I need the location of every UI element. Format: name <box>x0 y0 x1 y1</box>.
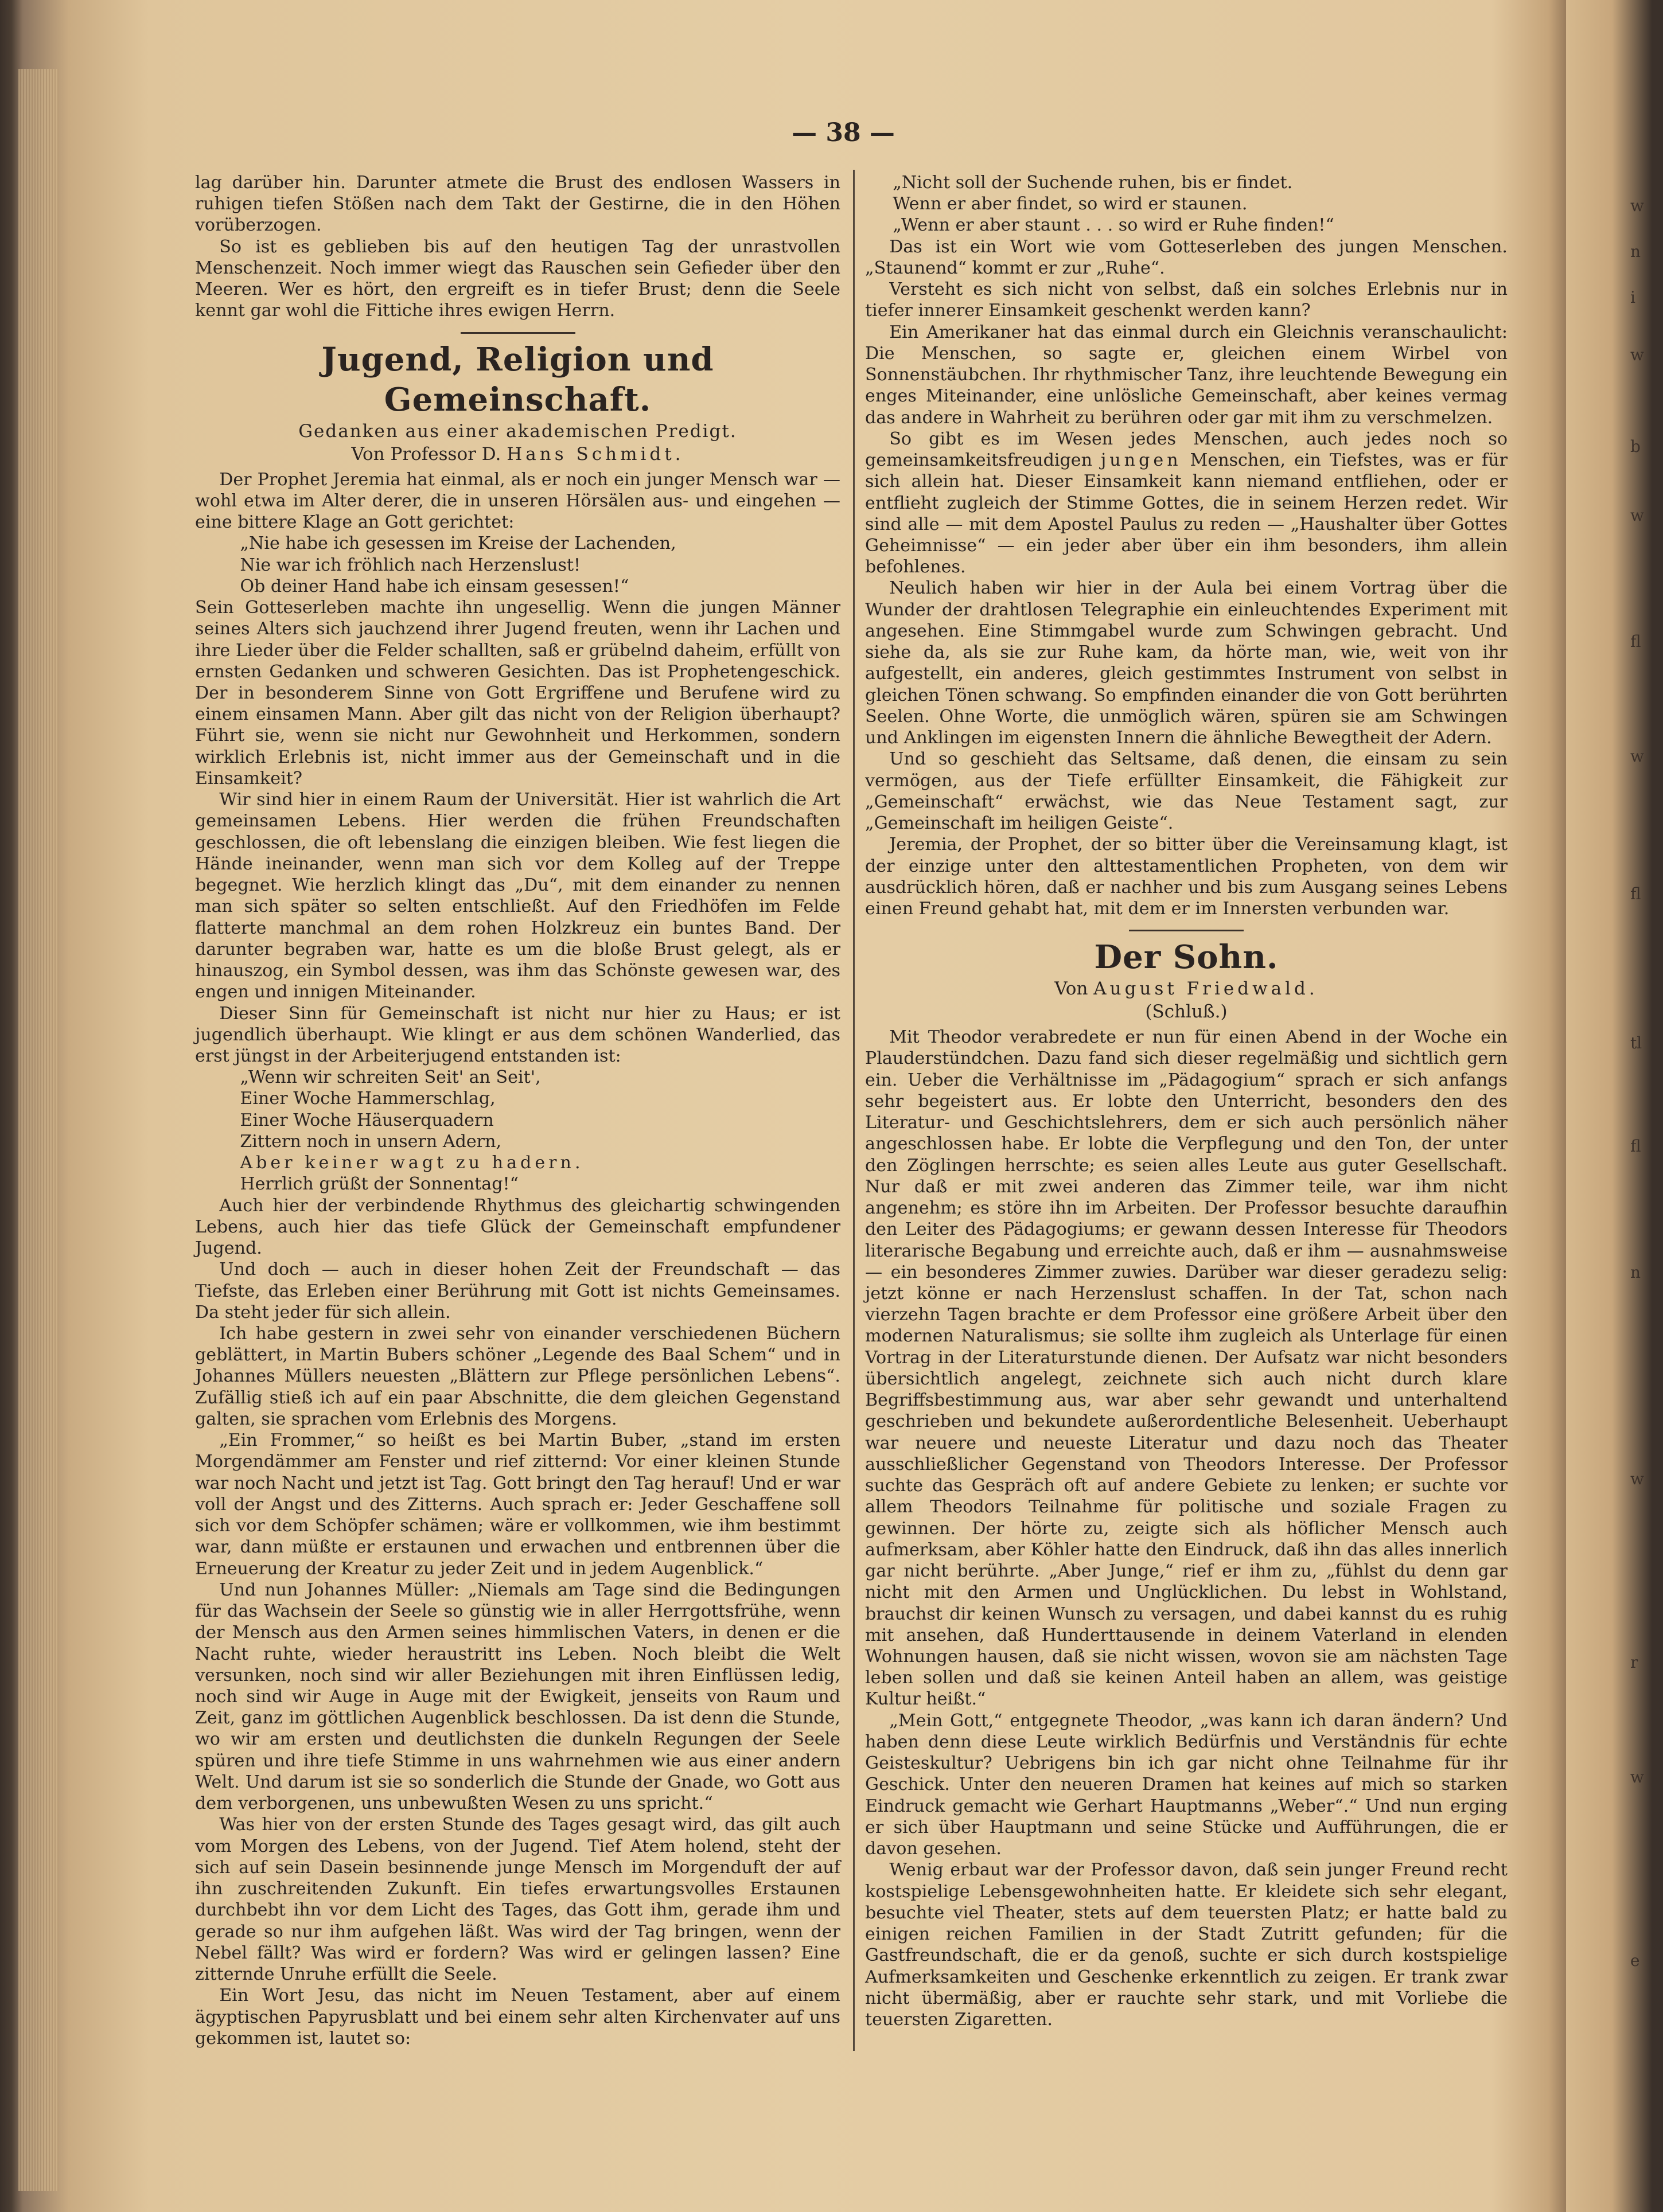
byline-prefix: Von Professor D. <box>351 443 501 465</box>
body-paragraph: Jeremia, der Prophet, der so bitter über die Vereinsamung klagt, ist der einzige unter den alttestamentlichen Propheten, von dem wir ausdrücklich hören, daß er nachher und bis zum Ausgang seines Lebens einen Freund gehabt hat, mit dem er im Innersten verbunden war. <box>865 834 1508 919</box>
book-page-edges <box>18 69 59 2191</box>
body-paragraph: „Mein Gott,“ entgegnete Theodor, „was kann ich daran ändern? Und haben denn diese Leute wirklich Bedürfnis und Verständnis für echte Geisteskultur? Uebrigens bin ich gar nicht ohne Teilnahme für ihr Geschick. Unter den neueren Dramen hat keines auf mich so starken Eindruck gemacht wie Gerhart Hauptmanns „Weber“.“ Und nun erging er sich über Hauptmann und seine Stücke und Aufführungen, die er davon gesehen. <box>865 1710 1508 1859</box>
adjacent-page-fragment <box>1630 1136 1659 1157</box>
fragment: w <box>1630 1768 1644 1786</box>
verse-line: Ob deiner Hand habe ich einsam gesessen!“ <box>240 576 629 596</box>
verse-line: Wenn er aber findet, so wird er staunen. <box>893 194 1248 214</box>
body-paragraph: Sein Gotteserleben machte ihn ungesellig. Wenn die jungen Männer seines Alters sich jauchzend ihrer Jugend freuten, wenn ihr Lachen und ihre Lieder über die Felder schallten, saß er grübelnd daheim, erfüllt von ernsten Gedanken und schweren Gesichten. Das ist Prophetengeschick. Der in besonderem Sinne von Gott Ergriffene und Berufene wird zu einem einsamen Mann. Aber gilt das nicht von der Religion überhaupt? Führt sie, wenn sie nicht nur Gewohnheit und Herkommen, sondern wirklich Erlebnis ist, nicht immer aus der Gemeinschaft und in die Einsamkeit? <box>195 598 840 789</box>
verse-line: „Wenn er aber staunt . . . so wird er Ruhe finden!“ <box>893 215 1334 236</box>
intro-paragraph: lag darüber hin. Darunter atmete die Brust des endlosen Wassers in ruhigen tiefen Stößen nach dem Takt der Gestirne, die in den Höhen vorüberzogen. <box>195 173 840 236</box>
body-paragraph: Mit Theodor verabredete er nun für einen Abend in der Woche ein Plauderstündchen. Dazu fand sich dieser regelmäßig und sichtlich gern ein. Ueber die Verhältnisse im „Pädagogium“ sprach er sich anfangs sehr begeistert aus. Er lobte den Unterricht, besonders den des Literatur- und Geschichtslehrers, dem er sich auch persönlich näher angeschlossen habe. Er lobte die Verpflegung und den Ton, der unter den Zöglingen herrschte; es seien alles Leute aus guter Gesellschaft. Nur daß er mit zwei anderen das Zimmer teile, war ihm nicht angenehm; es störe ihn im Arbeiten. Der Professor besuchte daraufhin den Leiter des Pädagogiums; er gewann dessen Interesse für Theodors literarische Begabung und erreichte auch, daß er ihm — ausnahmsweise — ein besonderes Zimmer zuwies. Darüber war dieser geradezu selig: jetzt könne er nach Herzenslust schaffen. In der Tat, schon nach vierzehn Tagen brachte er dem Professor eine größere Arbeit über den modernen Naturalismus; sie sollte ihm zugleich als Unterlage für einen Vortrag in der Literaturstunde dienen. Der Aufsatz war nicht besonders übersichtlich angelegt, zeichnete sich auch nicht durch klare Begriffsbestimmung aus, war aber sehr gewandt und unterhaltend geschrieben und bekundete außerordentliche Belesenheit. Ueberhaupt war neuere und neueste Literatur und dazu noch das Theater ausschließlicher Gegenstand von Theodors Interesse. Der Professor suchte das Gespräch oft auf andere Gebiete zu lenken; er suchte vor allem Theodors Teilnahme für politische und soziale Fragen zu gewinnen. Der hörte zu, zeigte sich als höflicher Mensch auch aufmerksam, aber Köhler hatte den Eindruck, daß ihn das alles innerlich gar nicht berührte. „Aber Junge,“ rief er ihm zu, „fühlst du denn gar nicht mit den Armen und Unglücklichen. Du lebst in Wohlstand, brauchst dir keinen Wunsch zu versagen, und dabei kannst du es ruhig mit ansehen, daß Hunderttausende in deinem Vaterland in elenden Wohnungen hausen, daß sie nicht wissen, wovon sie am nächsten Tage leben sollen und daß sie keinen Anteil haben an allem, was geistige Kultur heißt.“ <box>865 1027 1508 1710</box>
body-paragraph: Das ist ein Wort wie vom Gotteserleben des jungen Menschen. „Staunend“ kommt er zur „Ruhe“. <box>865 236 1508 278</box>
story-note: (Schluß.) <box>1145 1001 1228 1023</box>
adjacent-page-fragment <box>1630 1262 1659 1283</box>
fragment: n <box>1630 242 1641 261</box>
verse-line: Herrlich grüßt der Sonnentag!“ <box>240 1174 519 1195</box>
body-paragraph: Und nun Johannes Müller: „Niemals am Tage sind die Bedingungen für das Wachsein der Seele so günstig wie in aller Herrgottsfrühe, wenn der Mensch aus den Armen seines himmlischen Vaters, in denen er die Nacht ruhte, wieder heraustritt ins Leben. Noch bleibt die Welt versunken, noch sind wir aller Beziehungen mit ihren Einflüssen ledig, noch sind wir Auge in Auge mit der Ewigkeit, jenseits von Raum und Zeit, ganz im göttlichen Augenblick beschlossen. Da ist denn die Stunde, wo wir am ersten und deutlichsten die dunkeln Regungen der Seele spüren und ihre tiefe Stimme in uns wahrnehmen wie aus einer andern Welt. Und darum ist sie so sonderlich die Stunde der Gnade, wo Gott aus dem verborgenen, uns unbewußten Wesen zu uns spricht.“ <box>195 1579 840 1814</box>
text-run-spaced: jungen <box>1100 450 1182 471</box>
body-paragraph: Wir sind hier in einem Raum der Universität. Hier ist wahrlich die Art gemeinsamen Lebens. Hier werden die frühen Freundschaften geschlossen, die oft lebenslang die einzigen bleiben. Wie fest liegen die Hände ineinander, wenn man sich vor dem Kolleg auf der Treppe begegnet. Wie herzlich klingt das „Du“, mit dem einander zu nennen man sich später so selten entschließt. Auf den Friedhöfen im Felde flatterte manchmal an dem rohen Holzkreuz ein buntes Band. Der darunter begraben war, hatte es um die bloße Brust gelegt, als er hinauszog, ein Symbol dessen, was ihm das Schönste gewesen war, des engen und innigen Miteinander. <box>195 790 840 1002</box>
fragment: e <box>1630 1951 1640 1970</box>
adjacent-page-fragment <box>1630 631 1659 653</box>
body-paragraph: Dieser Sinn für Gemeinschaft ist nicht nur hier zu Haus; er ist jugendlich überhaupt. Wie klingt er aus dem schönen Wanderlied, das erst jüngst in der Arbeiterjugend entstanden ist: <box>195 1003 840 1066</box>
fragment: w <box>1630 345 1644 364</box>
adjacent-page-fragment <box>1630 1032 1659 1054</box>
body-paragraph: „Ein Frommer,“ so heißt es bei Martin Buber, „stand im ersten Morgendämmer am Fenster und rief zitternd: Vor einer kleinen Stunde war noch Nacht und jetzt ist Tag. Gott bringt den Tag herauf! Und er war voll der Angst und des Zitterns. Auch sprach er: Jeder Geschaffene soll sich vor dem Schöpfer schämen; wäre er vollkommen, wie ihm bestimmt war, dann müßte er erstaunen und erwachen und entbrennen über die Erneuerung der Kreatur zu jeder Zeit und in jedem Augenblick.“ <box>195 1430 840 1579</box>
fragment: w <box>1630 747 1644 766</box>
body-paragraph: Ich habe gestern in zwei sehr von einander verschiedenen Büchern geblättert, in Martin Bubers schöner „Legende des Baal Schem“ und in Johannes Müllers neuesten „Blättern zur Pflege persönlichen Lebens“. Zufällig stieß ich auf ein paar Abschnitte, die dem gleichen Gegenstand galten, sie sprachen vom Erlebnis des Morgens. <box>195 1324 840 1429</box>
fragment: w <box>1630 506 1644 525</box>
adjacent-page-fragment <box>1630 1652 1659 1673</box>
body-paragraph: Ein Wort Jesu, das nicht im Neuen Testament, aber auf einem ägyptischen Papyrusblatt und bei einem sehr alten Kirchenvater auf uns gekommen ist, lautet so: <box>195 1985 840 2049</box>
body-paragraph: Ein Amerikaner hat das einmal durch ein Gleichnis veranschaulicht: Die Menschen, so sagte er, gleichen einem Wirbel von Sonnenstäubchen. Ihr rhythmischer Tanz, ihre leuchtende Bewegung ein enges Miteinander, eine unlösliche Gemeinschaft, aber keines vermag das andere in Wahrheit zu berühren oder gar mit ihm zu verschmelzen. <box>865 322 1508 428</box>
body-paragraph: Was hier von der ersten Stunde des Tages gesagt wird, das gilt auch vom Morgen des Lebens, von der Jugend. Tief Atem holend, steht der sich auf sein Dasein besinnende junge Mensch im Morgenduft der auf ihn zuschreitenden Zukunft. Ein tiefes erwartungsvolles Erstaunen durchbebt ihn vor dem Licht des Tages, das Gott ihm, gerade ihm und gerade so nur ihm aufgehen läßt. Was wird der Tag bringen, wenn der Nebel fällt? Was wird er fordern? Was wird er gelingen lassen? Eine zitternde Unruhe erfüllt die Seele. <box>195 1815 840 1985</box>
fragment: w <box>1630 196 1644 215</box>
story-title: Der Sohn. <box>1094 938 1279 977</box>
verse-line: „Nicht soll der Suchende ruhen, bis er findet. <box>893 173 1293 193</box>
fragment: tl <box>1630 1033 1642 1052</box>
byline-prefix: Von <box>1054 978 1088 1000</box>
text-run: Menschen, ein Tiefstes, was er für sich allein hat. Dieser Einsamkeit kann niemand entfliehen, oder er entflieht zugleich der Stimme Gottes, die in seinem Herzen redet. Wir sind alle — mit dem Apostel Paulus zu reden — „Haushalter über Gottes Geheimnisse“ — ein jeder aber über ein ihm besonders, ihm allein befohlenes. <box>865 450 1508 578</box>
adjacent-page-fragment <box>1630 1950 1659 1972</box>
fragment: fl <box>1630 1137 1641 1156</box>
verse-line-spaced: Aber keiner wagt zu hadern. <box>240 1153 584 1173</box>
adjacent-page-fragment <box>1630 241 1659 263</box>
column-divider <box>853 170 855 2051</box>
fragment: b <box>1630 437 1641 456</box>
article-title: Jugend, Religion und Gemeinschaft. <box>321 340 714 419</box>
fragment: fl <box>1630 884 1641 903</box>
adjacent-page-sliver <box>1566 0 1663 2212</box>
quoted-verse <box>865 172 1508 236</box>
verse-line: Nie war ich fröhlich nach Herzenslust! <box>240 555 581 575</box>
fragment: n <box>1630 1263 1641 1282</box>
fragment: r <box>1630 1653 1638 1672</box>
adjacent-page-fragment <box>1630 746 1659 767</box>
fragment: i <box>1630 288 1635 307</box>
body-paragraph: Wenig erbaut war der Professor davon, daß sein junger Freund recht kostspielige Lebensgewohnheiten hatte. Er kleidete sich sehr elegant, besuchte viel Theater, stets auf dem teuersten Platz; er hatte bald zu einigen reichen Familien in der Stadt Zutritt gefunden; für die Gastfreundschaft, die er da genoß, suchte er sich durch kostspielige Aufmerksamkeiten und Geschenke erkenntlich zu zeigen. Er trank zwar nicht übermäßig, aber er rauchte sehr stark, und mit Vorliebe die teuersten Zigaretten. <box>865 1860 1508 2030</box>
fragment: w <box>1630 1469 1644 1488</box>
article-byline <box>195 443 840 466</box>
body-paragraph: Versteht es sich nicht von selbst, daß ein solches Erlebnis nur in tiefer innerer Einsamkeit geschenkt werden kann? <box>865 279 1508 321</box>
adjacent-page-fragment <box>1630 883 1659 905</box>
body-paragraph: Und doch — auch in dieser hohen Zeit der Freundschaft — das Tiefste, das Erleben einer Berührung mit Gott ist nichts Gemeinsames. Da steht jeder für sich allein. <box>195 1259 840 1322</box>
adjacent-page-fragment <box>1630 195 1659 217</box>
byline-author: Hans Schmidt. <box>507 443 684 465</box>
page-number: — 38 — <box>792 118 895 147</box>
right-column <box>865 172 1508 2030</box>
adjacent-page-fragment <box>1630 287 1659 309</box>
section-divider <box>461 332 575 334</box>
body-paragraph <box>865 428 1508 578</box>
adjacent-page-fragment <box>1630 1468 1659 1490</box>
verse-line: „Nie habe ich gesessen im Kreise der Lachenden, <box>240 533 676 554</box>
verse-line: Zittern noch in unsern Adern, <box>240 1131 502 1152</box>
byline-author: August Friedwald. <box>1093 978 1318 1000</box>
body-paragraph: Auch hier der verbindende Rhythmus des gleichartig schwingenden Lebens, auch hier das tiefe Glück der Gemeinschaft empfundener Jugend. <box>195 1195 840 1259</box>
adjacent-page-fragment <box>1630 436 1659 458</box>
verse-line: Einer Woche Hammerschlag, <box>240 1089 496 1109</box>
text-run: So gibt es im Wesen jedes Menschen, auch jedes noch so gemeinsamkeitsfreudigen <box>865 428 1508 471</box>
article-subtitle: Gedanken aus einer akademischen Predigt. <box>298 420 737 442</box>
body-paragraph: Und so geschieht das Seltsame, daß denen, die einsam zu sein vermögen, aus der Tiefe erfüllter Einsamkeit, die Fähigkeit zur „Gemeinschaft“ erwächst, wie das Neue Testament sagt, zur „Gemeinschaft im heiligen Geiste“. <box>865 749 1508 834</box>
verse-line: „Wenn wir schreiten Seit' an Seit', <box>240 1067 541 1088</box>
body-paragraph: Neulich haben wir hier in der Aula bei einem Vortrag über die Wunder der drahtlosen Telegraphie ein einleuchtendes Experiment mit angesehen. Eine Stimmgabel wurde zum Schwingen gebracht. Und siehe da, als sie zur Ruhe kam, da hörte man, wie, weit von ihr aufgestellt, ein anderes, gleich gestimmtes Instrument von selbst in gleichen Tönen schwang. So empfinden einander die von Gott berührten Seelen. Ohne Worte, die unmöglich wären, spüren sie am Schwingen und Anklingen im eigensten Innern die ähnliche Bewegtheit der Adern. <box>865 578 1508 748</box>
story-byline <box>865 977 1508 1000</box>
fragment: fl <box>1630 632 1641 651</box>
verse-line: Einer Woche Häuserquadern <box>240 1110 494 1130</box>
adjacent-page-fragment <box>1630 1766 1659 1788</box>
quoted-verse <box>195 1067 840 1195</box>
adjacent-page-fragment <box>1630 505 1659 526</box>
left-column <box>195 172 840 2049</box>
body-paragraph: Der Prophet Jeremia hat einmal, als er noch ein junger Mensch war — wohl etwa im Alter derer, die in unseren Hörsälen aus- und eingehen — eine bittere Klage an Gott gerichtet: <box>195 469 840 533</box>
intro-paragraph: So ist es geblieben bis auf den heutigen Tag der unrastvollen Menschenzeit. Noch immer wiegt das Rauschen sein Gefieder über den Meeren. Wer es hört, den ergreift es in tiefer Brust; denn die Seele kennt gar wohl die Fittiche ihres ewigen Herrn. <box>195 236 840 321</box>
section-divider <box>1129 930 1244 931</box>
adjacent-page-fragment <box>1630 344 1659 366</box>
quoted-verse <box>195 533 840 597</box>
